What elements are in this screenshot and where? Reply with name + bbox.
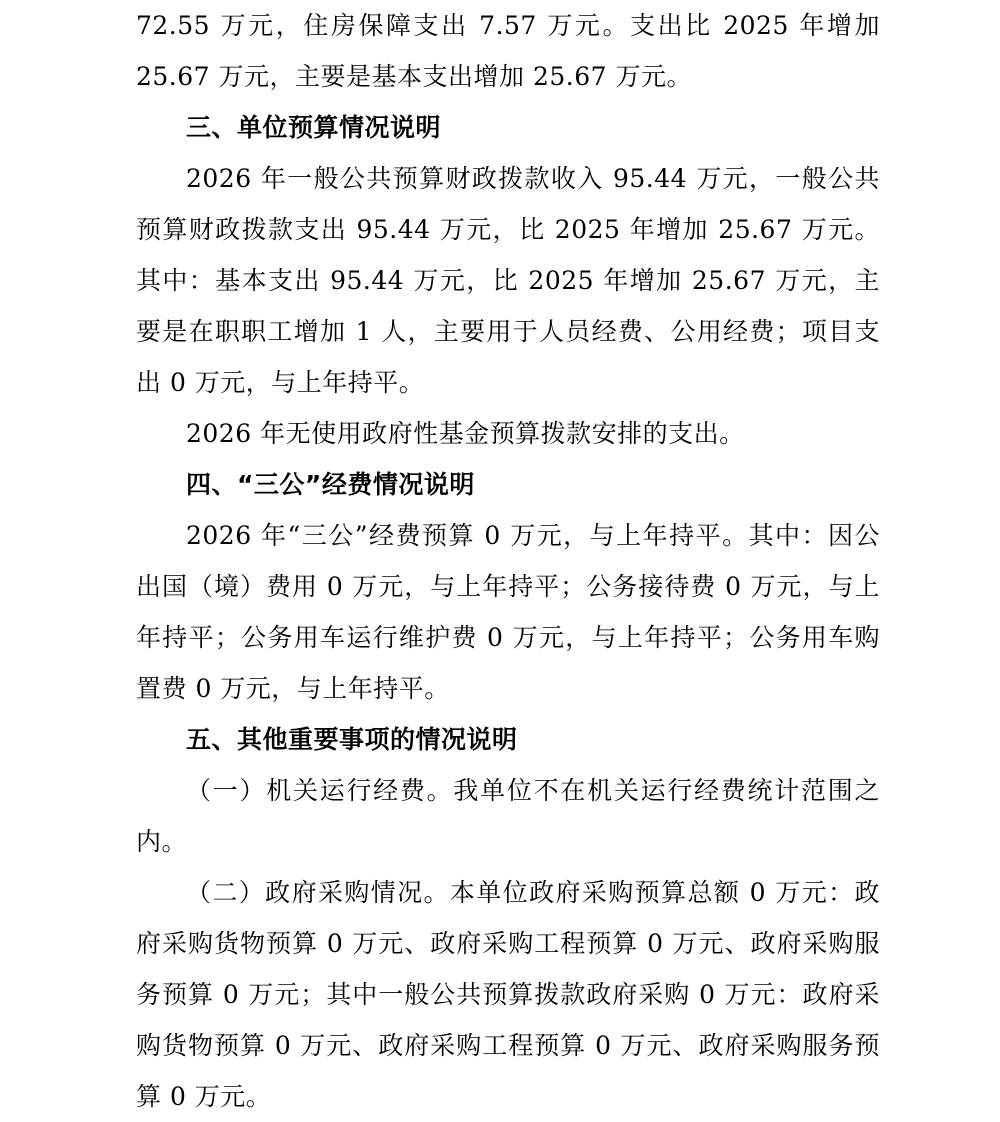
paragraph-three-public-expenses: 2026 年“三公”经费预算 0 万元，与上年持平。其中：因公出国（境）费用 0 万元，与上年持平；公务接待费 0 万元，与上年持平；公务用车运行维护费 0 万元，与上年持平；公务用车购置费 0 万元，与上年持平。 xyxy=(136,521,880,703)
heading-other-matters: 五、其他重要事项的情况说明 xyxy=(186,725,518,754)
paragraph-government-fund: 2026 年无使用政府性基金预算拨款安排的支出。 xyxy=(186,419,745,448)
heading-three-public-expenses: 四、“三公”经费情况说明 xyxy=(186,470,475,499)
paragraph-operating-expenses: （一）机关运行经费。我单位不在机关运行经费统计范围之内。 xyxy=(136,776,880,856)
paragraph-general-budget: 2026 年一般公共预算财政拨款收入 95.44 万元，一般公共预算财政拨款支出 95.44 万元，比 2025 年增加 25.67 万元。其中：基本支出 95.44 万元，比 2025 年增加 25.67 万元，主要是在职职工增加 1 人，主要用于人员经费、公用经费；项目支出 0 万元，与上年持平。 xyxy=(136,164,880,397)
paragraph-government-procurement: （二）政府采购情况。本单位政府采购预算总额 0 万元：政府采购货物预算 0 万元、政府采购工程预算 0 万元、政府采购服务预算 0 万元；其中一般公共预算拨款政府采购 0 万元：政府采购货物预算 0 万元、政府采购工程预算 0 万元、政府采购服务预算 0 万元。 xyxy=(136,878,880,1111)
paragraph-expenditure-summary: 72.55 万元，住房保障支出 7.57 万元。支出比 2025 年增加 25.67 万元，主要是基本支出增加 25.67 万元。 xyxy=(136,11,880,91)
heading-unit-budget: 三、单位预算情况说明 xyxy=(186,113,442,142)
document-page xyxy=(136,0,880,1122)
